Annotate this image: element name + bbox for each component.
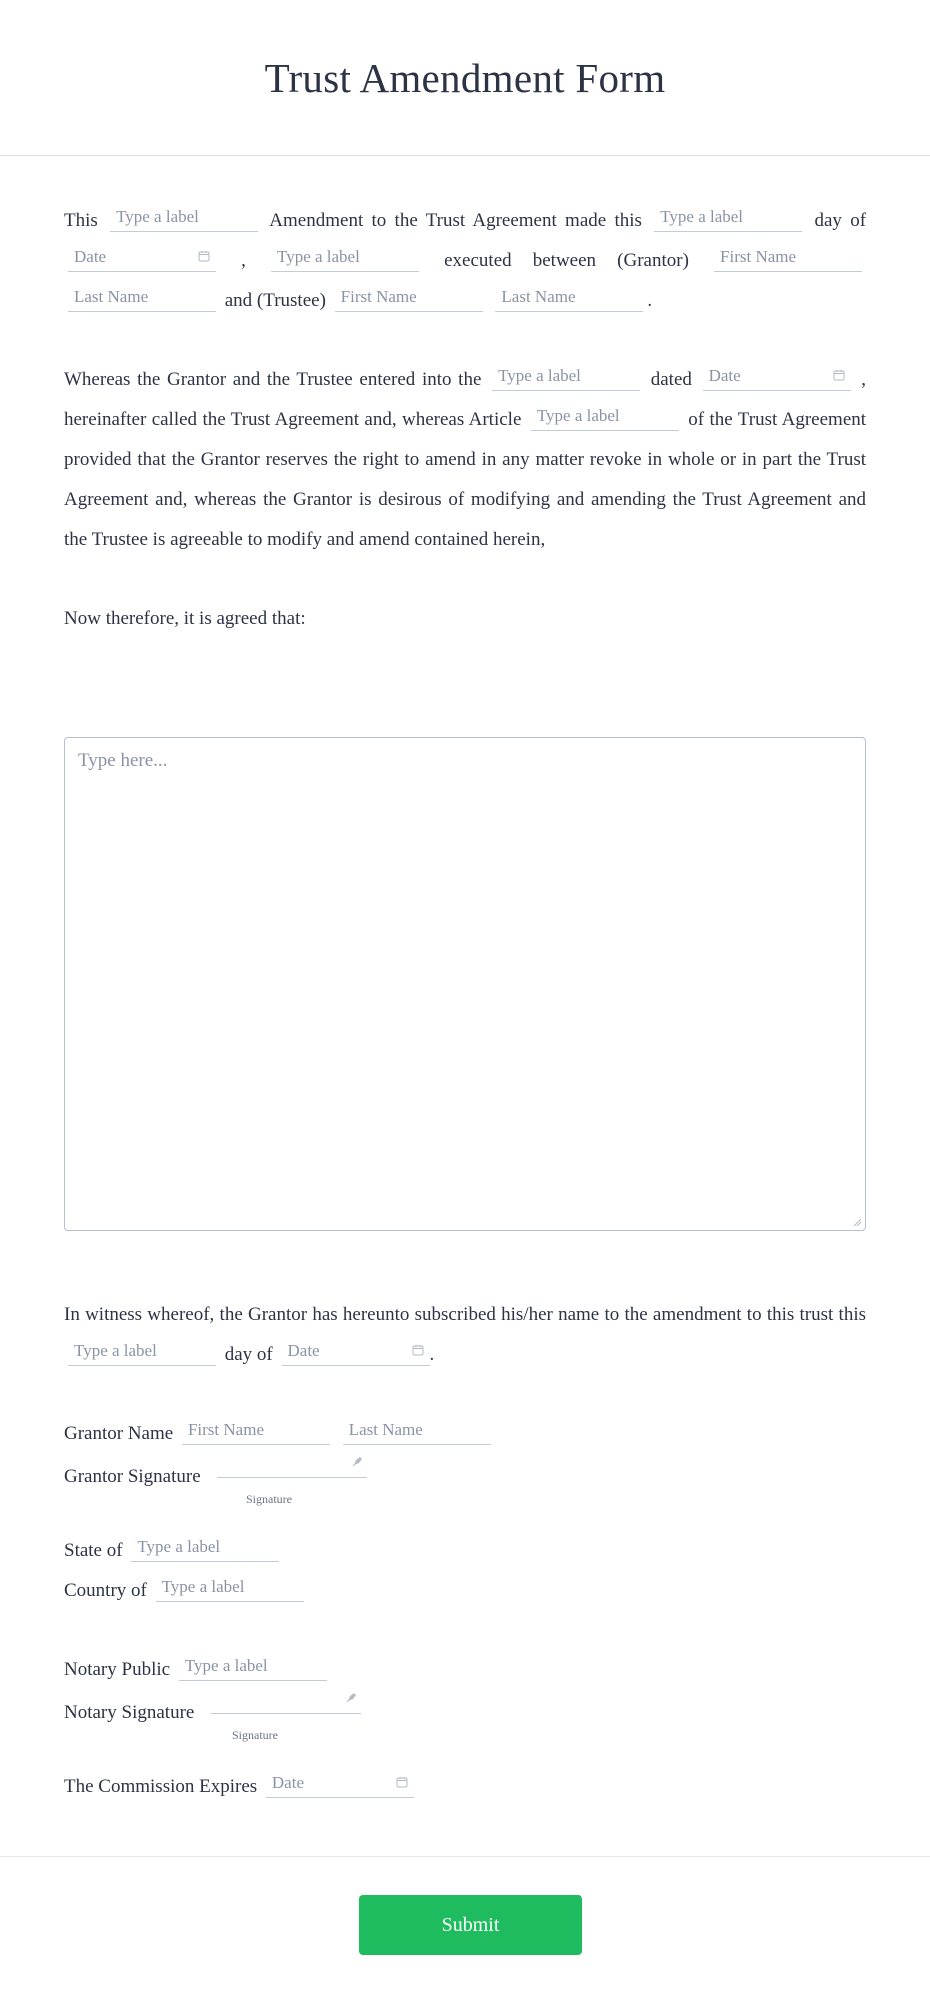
amendment-textarea[interactable] [64, 737, 866, 1231]
resize-handle-icon[interactable] [852, 1217, 862, 1227]
grantor-name-label: Grantor Name [64, 1423, 174, 1444]
grantor-signature-label: Grantor Signature [64, 1466, 201, 1487]
country-input[interactable]: Type a label [156, 1574, 304, 1602]
grantor-name-last-input[interactable]: Last Name [343, 1417, 491, 1445]
witness-section [0, 1295, 930, 1807]
notary-signature-label: Notary Signature [64, 1702, 195, 1723]
intro-text-period: . [647, 290, 653, 311]
form-footer [0, 1856, 930, 2003]
intro-text-day-of: day of [814, 210, 867, 231]
calendar-icon[interactable] [833, 369, 845, 381]
pen-icon [351, 1454, 365, 1468]
year-input[interactable]: Type a label [271, 244, 419, 272]
grantor-section [64, 1414, 866, 1507]
page-title: Trust Amendment Form [264, 54, 666, 101]
intro-text-trustee: and (Trustee) [224, 290, 326, 311]
country-label: Country of [64, 1580, 147, 1601]
notary-public-row [64, 1650, 866, 1690]
state-row [64, 1531, 866, 1571]
commission-label: The Commission Expires [64, 1776, 258, 1797]
calendar-icon[interactable] [198, 250, 210, 262]
original-agreement-date-input[interactable]: Date [703, 363, 851, 391]
witness-text-period: . [429, 1344, 435, 1365]
notary-section [64, 1650, 866, 1807]
textarea-placeholder: Type here... [78, 750, 168, 771]
grantor-first-name-input[interactable]: First Name [714, 244, 862, 272]
day-number-input[interactable]: Type a label [654, 204, 802, 232]
state-input[interactable]: Type a label [131, 1534, 279, 1562]
whereas-text-1: Whereas the Grantor and the Trustee entered into the [64, 369, 482, 390]
paragraph-now-therefore: Now therefore, it is agreed that: [64, 608, 306, 629]
grantor-name-row [64, 1414, 866, 1454]
pen-icon [345, 1690, 359, 1704]
paragraph-witness [64, 1295, 866, 1375]
grantor-signature-pad[interactable] [217, 1450, 367, 1478]
country-row [64, 1571, 866, 1611]
notary-public-label: Notary Public [64, 1659, 171, 1680]
witness-date-input[interactable]: Date [282, 1338, 430, 1366]
state-label: State of [64, 1540, 123, 1561]
grantor-name-first-input[interactable]: First Name [182, 1417, 330, 1445]
grantor-signature-sublabel: Signature [246, 1492, 292, 1506]
calendar-icon[interactable] [412, 1344, 424, 1356]
form-content [0, 201, 930, 639]
agreement-date-input[interactable]: Date [68, 244, 216, 272]
trustee-last-name-input[interactable]: Last Name [495, 284, 643, 312]
location-section [64, 1531, 866, 1611]
witness-day-input[interactable]: Type a label [68, 1338, 216, 1366]
whereas-text-dated: dated [650, 369, 692, 390]
paragraph-intro [64, 201, 866, 321]
submit-button[interactable]: Submit [359, 1895, 582, 1955]
trustee-first-name-input[interactable]: First Name [335, 284, 483, 312]
form-header [0, 0, 930, 156]
commission-row [64, 1767, 866, 1807]
paragraph-whereas [64, 360, 866, 560]
witness-text-day-of: day of [224, 1344, 273, 1365]
article-number-input[interactable]: Type a label [531, 403, 679, 431]
whereas-text-rest: of the Trust Agreement provided that the Grantor reserves the right to amend in any matter revoke in whole or in part the Trust Agreement and, whereas the Grantor is desirous of modifying and amending the Trust Agreement and the Trustee is agreeable to modify and amend contained herein, [64, 409, 867, 550]
notary-signature-sublabel: Signature [232, 1728, 278, 1742]
intro-text-this: This [64, 210, 98, 231]
intro-text-amendment: Amendment to the Trust Agreement made this [269, 210, 642, 231]
intro-text-executed: executed between (Grantor) [444, 250, 689, 271]
agreement-name-input[interactable]: Type a label [492, 363, 640, 391]
calendar-icon[interactable] [396, 1776, 408, 1788]
whereas-text-hereinafter: , hereinafter called the Trust Agreement and, whereas Article [64, 369, 866, 430]
commission-date-input[interactable]: Date [266, 1770, 414, 1798]
witness-text-1: In witness whereof, the Grantor has hereunto subscribed his/her name to the amendment to this trust this [64, 1304, 866, 1325]
grantor-last-name-input[interactable]: Last Name [68, 284, 216, 312]
amendment-number-input[interactable]: Type a label [110, 204, 258, 232]
intro-text-comma: , [241, 250, 246, 271]
notary-public-input[interactable]: Type a label [179, 1653, 327, 1681]
notary-signature-pad[interactable] [211, 1686, 361, 1714]
